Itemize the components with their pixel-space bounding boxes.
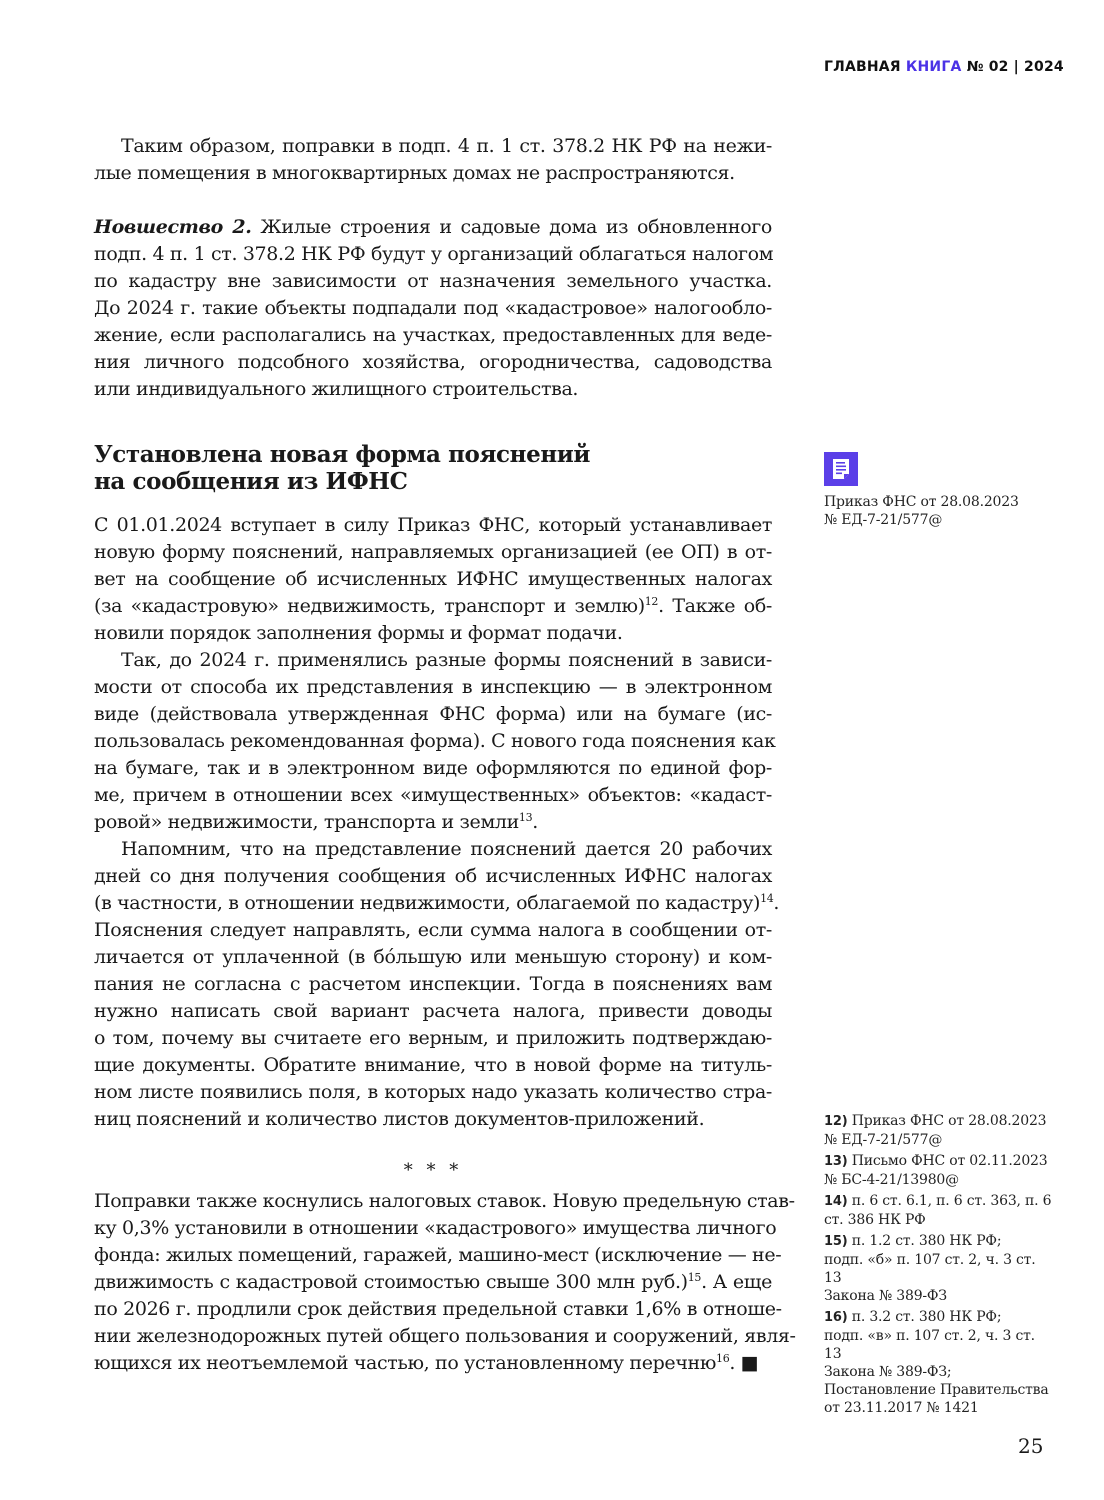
section-separator: * * *: [403, 1160, 463, 1181]
footnote: [824, 1112, 1054, 1149]
line-text: или индивидуального жилищного строительства.: [94, 378, 579, 400]
line-text: лые помещения в многоквартирных домах не распространяются.: [94, 162, 735, 184]
line-text: жение, если располагались на участках, предоставленных для веде-: [94, 324, 772, 346]
text-line: [94, 1106, 772, 1133]
paragraph-1: [94, 133, 772, 187]
footnote-text: № БС-4-21/13980@: [824, 1172, 959, 1188]
line-text: ниц пояснений и количество листов документов-приложений.: [94, 1108, 705, 1130]
line-text: личается от уплаченной (в бо́льшую или меньшую сторону) и ком-: [94, 946, 772, 968]
line-text: нии железнодорожных путей общего пользования и сооружений, явля-: [94, 1325, 796, 1347]
footnote-text: от 23.11.2017 № 1421: [824, 1400, 979, 1416]
footnotes: [824, 1112, 1054, 1420]
line-text: дней со дня получения сообщения об исчисленных ИФНС налогах: [94, 865, 772, 887]
footnote: [824, 1232, 1054, 1305]
text-line: [94, 998, 772, 1025]
footnote-text: подп. «б» п. 107 ст. 2, ч. 3 ст. 13: [824, 1252, 1036, 1286]
text-line: [94, 1025, 772, 1052]
line-text: ния личного подсобного хозяйства, огородничества, садоводства: [94, 351, 772, 373]
line-text: ме, причем в отношении всех «имущественных» объектов: «кадаст-: [94, 784, 772, 806]
paragraph-5: [94, 836, 780, 1133]
footnote-text: ст. 386 НК РФ: [824, 1212, 926, 1228]
text-line: [94, 322, 772, 349]
line-text: Пояснения следует направлять, если сумма налога в сообщении от-: [94, 919, 772, 941]
text-line: [94, 647, 772, 674]
footnote-text: п. 6 ст. 6.1, п. 6 ст. 363, п. 6: [851, 1193, 1052, 1209]
text-line: [94, 241, 772, 268]
footnote-text: подп. «в» п. 107 ст. 2, ч. 3 ст. 13: [824, 1328, 1035, 1362]
footnote-text: п. 3.2 ст. 380 НК РФ;: [851, 1309, 1002, 1325]
line-text: пользовалась рекомендованная форма). С нового года пояснения как: [94, 730, 776, 752]
line-text: фонда: жилых помещений, гаражей, машино-мест (исключение — не-: [94, 1244, 782, 1266]
text-line: [94, 593, 772, 620]
line-text: мости от способа их представления в инспекцию — в электронном: [94, 676, 772, 698]
text-line: [94, 971, 772, 998]
text-line: [94, 539, 772, 566]
footnote-ref: 13: [518, 811, 533, 824]
footnote-number: 14): [824, 1194, 848, 1209]
paragraph-4: [94, 647, 776, 836]
line-text: .: [532, 811, 538, 833]
heading-line: на сообщения из ИФНС: [94, 468, 408, 495]
line-text: Напомним, что на представление пояснений дается 20 рабочих: [121, 838, 772, 860]
text-line: [94, 1242, 782, 1269]
footnote-text: Постановление Правительства: [824, 1382, 1049, 1398]
footnote-ref: 14: [760, 892, 774, 905]
text-line: [94, 295, 772, 322]
text-line: [94, 728, 776, 755]
line-text: вет на сообщение об исчисленных ИФНС имущественных налогах: [94, 568, 772, 590]
sidebar-note-line: № ЕД-7-21/577@: [824, 512, 943, 528]
text-line: [94, 214, 772, 241]
footnote-number: 15): [824, 1234, 848, 1249]
line-text: ющихся их неотъемлемой частью, по установленному перечню: [94, 1352, 717, 1374]
text-line: [94, 1215, 777, 1242]
paragraph-lead: Новшество 2.: [94, 216, 252, 238]
line-text: Поправки также коснулись налоговых ставок. Новую предельную став-: [94, 1190, 795, 1212]
line-text: .: [773, 892, 780, 914]
text-line: [94, 566, 772, 593]
line-text: пания не согласна с расчетом инспекции. Тогда в пояснениях вам: [94, 973, 772, 995]
text-line: [94, 268, 772, 295]
text-line: [94, 809, 772, 836]
magazine-title-accent: КНИГА: [905, 59, 962, 75]
magazine-title: ГЛАВНАЯ: [824, 59, 901, 75]
footnote-ref: 12: [644, 595, 659, 608]
line-text: подп. 4 п. 1 ст. 378.2 НК РФ будут у организаций облагаться налогом: [94, 243, 774, 265]
footnote: [824, 1152, 1054, 1189]
section-heading: [94, 441, 590, 495]
footnote-text: Закона № 389-ФЗ;: [824, 1364, 952, 1380]
line-text: . ■: [729, 1352, 759, 1374]
footnote-number: 16): [824, 1310, 848, 1325]
text-line: [94, 1188, 795, 1215]
footnote-number: 12): [824, 1114, 848, 1129]
text-line: [94, 755, 772, 782]
footnote: [824, 1192, 1054, 1229]
text-line: [94, 160, 772, 187]
line-text: С 01.01.2024 вступает в силу Приказ ФНС, который устанавливает: [94, 514, 772, 536]
line-text: Так, до 2024 г. применялись разные формы пояснений в зависи-: [121, 649, 772, 671]
text-line: [94, 863, 772, 890]
footnote-text: Закона № 389-ФЗ: [824, 1288, 947, 1304]
text-line: [94, 674, 772, 701]
text-line: [94, 836, 772, 863]
line-text: Жилые строения и садовые дома из обновленного: [251, 216, 772, 238]
issue-number: № 02 | 2024: [966, 59, 1064, 75]
document-icon: [824, 452, 858, 486]
line-text: щие документы. Обратите внимание, что в новой форме на титуль-: [94, 1054, 772, 1076]
line-text: . А еще: [701, 1271, 772, 1293]
paragraph-innovation-2: [94, 214, 772, 403]
line-text: нужно написать свой вариант расчета налога, привести доводы: [94, 1000, 772, 1022]
line-text: ровой» недвижимости, транспорта и земли: [94, 811, 519, 833]
paragraph-3: [94, 512, 772, 647]
text-line: [94, 349, 772, 376]
line-text: ку 0,3% установили в отношении «кадастрового» имущества личного: [94, 1217, 777, 1239]
text-line: [94, 512, 772, 539]
line-text: на бумаге, так и в электронном виде оформляются по единой фор-: [94, 757, 772, 779]
text-line: [94, 890, 780, 917]
line-text: по кадастру вне зависимости от назначения земельного участка.: [94, 270, 772, 292]
sidebar-note: [824, 493, 1019, 529]
line-text: о том, почему вы считаете его верным, и приложить подтверждаю-: [94, 1027, 772, 1049]
footnote-text: № ЕД-7-21/577@: [824, 1132, 943, 1148]
line-text: До 2024 г. такие объекты подпадали под «кадастровое» налогообло-: [94, 297, 772, 319]
footnote-number: 13): [824, 1154, 848, 1169]
footnote-text: Приказ ФНС от 28.08.2023: [851, 1113, 1047, 1129]
text-line: [94, 1269, 772, 1296]
text-line: [94, 1052, 772, 1079]
footnote-text: п. 1.2 ст. 380 НК РФ;: [851, 1233, 1002, 1249]
text-line: [94, 701, 772, 728]
sidebar-note-line: Приказ ФНС от 28.08.2023: [824, 494, 1019, 510]
page-number: 25: [1018, 1434, 1044, 1458]
footnote-ref: 16: [716, 1352, 730, 1365]
footnote: [824, 1308, 1054, 1417]
line-text: по 2026 г. продлили срок действия предельной ставки 1,6% в отноше-: [94, 1298, 782, 1320]
text-line: [94, 376, 772, 403]
text-line: [94, 1079, 772, 1106]
text-line: [94, 782, 772, 809]
line-text: (в частности, в отношении недвижимости, облагаемой по кадастру): [94, 892, 761, 914]
text-line: [94, 944, 772, 971]
line-text: ном листе появились поля, в которых надо указать количество стра-: [94, 1081, 772, 1103]
line-text: движимость с кадастровой стоимостью свыше 300 млн руб.): [94, 1271, 688, 1293]
line-text: Таким образом, поправки в подп. 4 п. 1 ст. 378.2 НК РФ на нежи-: [121, 135, 772, 157]
text-line: [94, 1323, 796, 1350]
text-line: [94, 133, 772, 160]
heading-line: Установлена новая форма пояснений: [94, 441, 591, 468]
line-text: виде (действовала утвержденная ФНС форма) или на бумаге (ис-: [94, 703, 772, 725]
text-line: [94, 917, 772, 944]
text-line: [94, 1350, 772, 1377]
footnote-ref: 15: [687, 1271, 702, 1284]
paragraph-6: [94, 1188, 796, 1377]
running-header: [824, 59, 1064, 75]
footnote-text: Письмо ФНС от 02.11.2023: [851, 1153, 1048, 1169]
line-text: (за «кадастровую» недвижимость, транспорт и землю): [94, 595, 645, 617]
line-text: новили порядок заполнения формы и формат подачи.: [94, 622, 623, 644]
text-line: [94, 620, 772, 647]
line-text: . Также об-: [658, 595, 772, 617]
line-text: новую форму пояснений, направляемых организацией (ее ОП) в от-: [94, 541, 772, 563]
text-line: [94, 1296, 782, 1323]
